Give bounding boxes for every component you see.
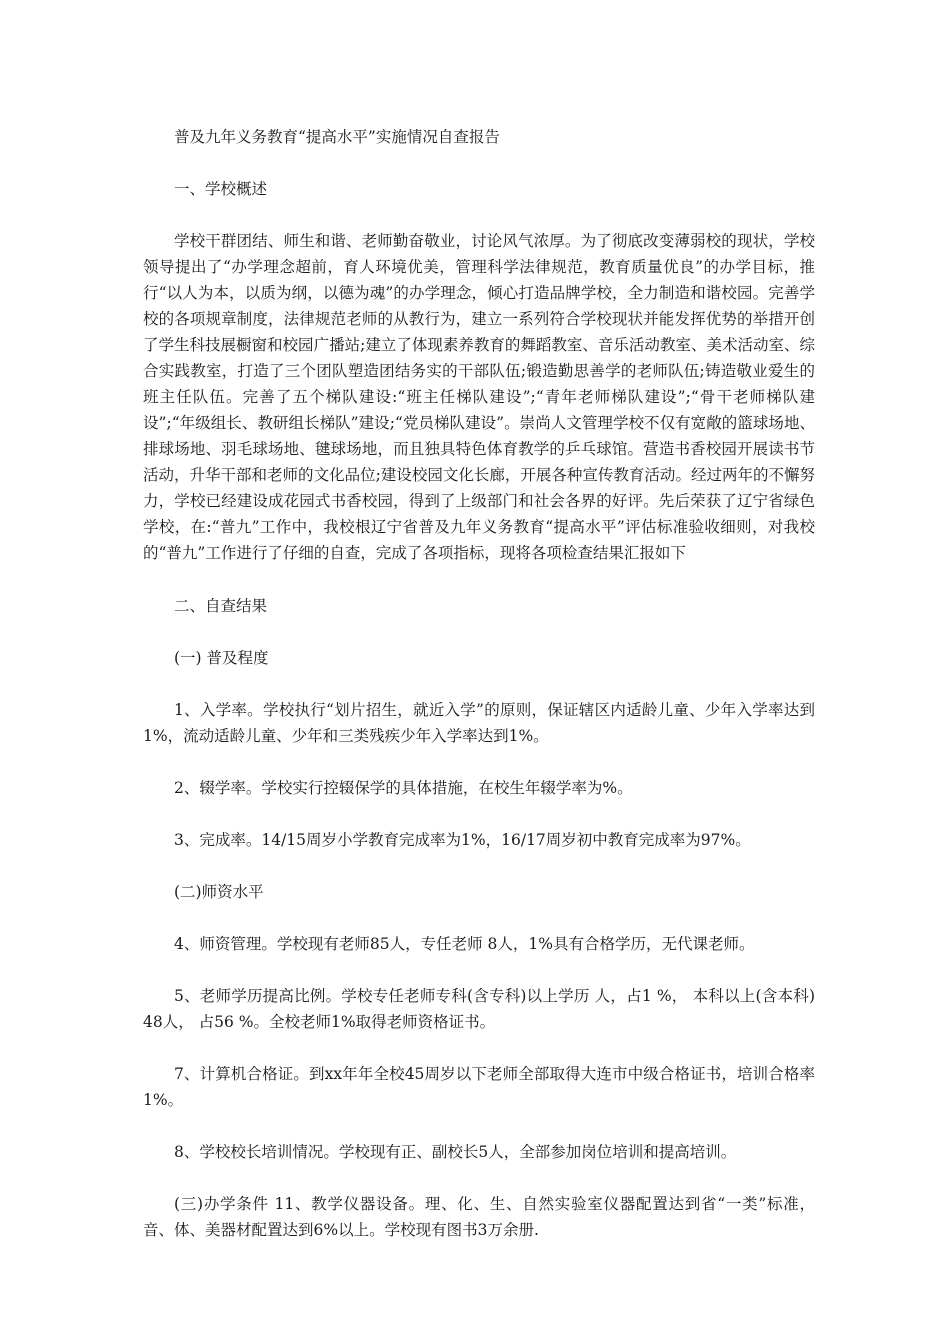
section-heading-results: 二、自查结果 bbox=[174, 597, 268, 615]
paragraph-teacher-management: 4、师资管理。学校现有老师85人，专任老师 8人，1%具有合格学历，无代课老师。 bbox=[174, 935, 755, 953]
section-heading-overview: 一、学校概述 bbox=[174, 180, 268, 198]
paragraph-dropout-rate: 2、辍学率。学校实行控辍保学的具体措施，在校生年辍学率为%。 bbox=[174, 779, 633, 797]
subsection-heading-teachers: (二)师资水平 bbox=[174, 883, 264, 901]
subsection-heading-popularization: (一) 普及程度 bbox=[174, 649, 269, 667]
paragraph-school-conditions: (三)办学条件 11、教学仪器设备。理、化、生、自然实验室仪器配置达到省“一类”标准，音、体、美器材配置达到6%以上。学校现有图书3万余册. bbox=[143, 1195, 815, 1239]
paragraph-principal-training: 8、学校校长培训情况。学校现有正、副校长5人，全部参加岗位培训和提高培训。 bbox=[174, 1143, 737, 1161]
paragraph-teacher-education: 5、老师学历提高比例。学校专任老师专科(含专科)以上学历 人，占1 %， 本科以上(含本科) 48人， 占56 %。全校老师1%取得老师资格证书。 bbox=[143, 987, 815, 1031]
paragraph-overview: 学校干群团结、师生和谐、老师勤奋敬业，讨论风气浓厚。为了彻底改变薄弱校的现状，学校领导提出了“办学理念超前，育人环境优美，管理科学法律规范，教育质量优良”的办学目标，推行“以人为本，以质为纲，以德为魂”的办学理念，倾心打造品牌学校，全力制造和谐校园。完善学校的各项规章制度，法律规范老师的从教行为，建立一系列符合学校现状并能发挥优势的举措开创了学生科技展橱窗和校园广播站;建立了体现素养教育的舞蹈教室、音乐活动教室、美术活动室、综合实践教室，打造了三个团队塑造团结务实的干部队伍;锻造勤思善学的老师队伍;铸造敬业爱生的班主任队伍。完善了五个梯队建设:“班主任梯队建设”;“青年老师梯队建设”;“骨干老师梯队建设”;“年级组长、教研组长梯队”建设;“党员梯队建设”。崇尚人文管理学校不仅有宽敞的篮球场地、排球场地、羽毛球场地、毽球场地，而且独具特色体育教学的乒乓球馆。营造书香校园开展读书节活动，升华干部和老师的文化品位;建设校园文化长廊，开展各种宣传教育活动。经过两年的不懈努力，学校已经建设成花园式书香校园，得到了上级部门和社会各界的好评。先后荣获了辽宁省绿色学校，在:“普九”工作中，我校根辽宁省普及九年义务教育“提高水平”评估标准验收细则，对我校的“普九”工作进行了仔细的自查，完成了各项指标，现将各项检查结果汇报如下 bbox=[143, 232, 815, 562]
paragraph-completion-rate: 3、完成率。14/15周岁小学教育完成率为1%，16/17周岁初中教育完成率为97%。 bbox=[174, 831, 751, 849]
document-body bbox=[143, 124, 815, 1269]
paragraph-computer-certificate: 7、计算机合格证。到xx年年全校45周岁以下老师全部取得大连市中级合格证书，培训合格率1%。 bbox=[143, 1065, 815, 1109]
document-title: 普及九年义务教育“提高水平”实施情况自查报告 bbox=[174, 128, 500, 146]
paragraph-enrollment-rate: 1、入学率。学校执行“划片招生，就近入学”的原则，保证辖区内适龄儿童、少年入学率达到1%，流动适龄儿童、少年和三类残疾少年入学率达到1%。 bbox=[143, 701, 815, 745]
